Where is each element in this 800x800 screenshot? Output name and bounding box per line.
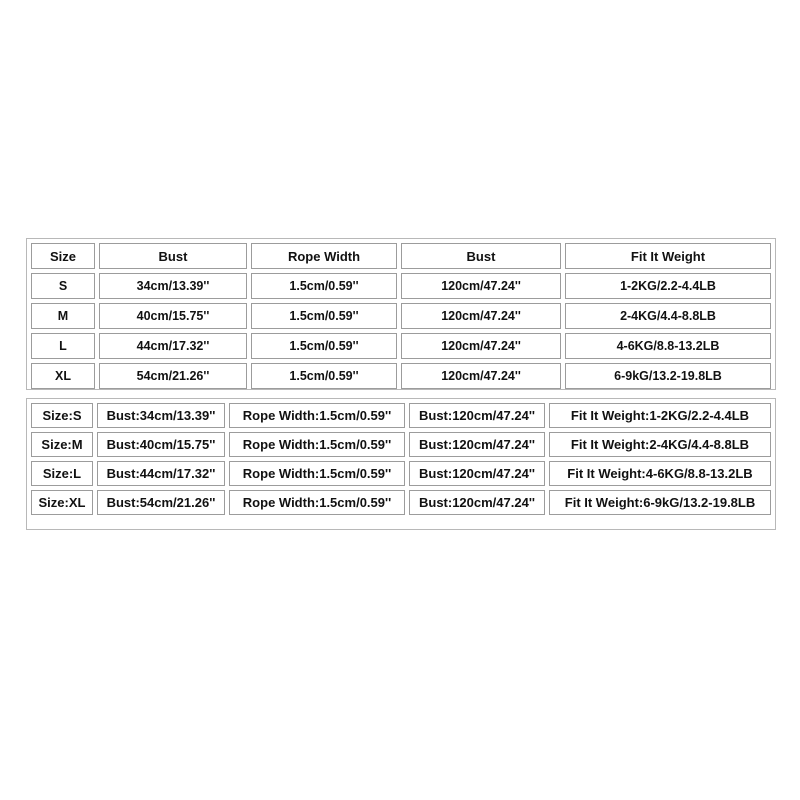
table-cell: Bust:34cm/13.39'' <box>97 403 225 428</box>
table-cell: Bust:120cm/47.24'' <box>409 432 545 457</box>
header-cell: Size <box>31 243 95 269</box>
table-cell: XL <box>31 363 95 389</box>
table-cell: Fit It Weight:4-6KG/8.8-13.2LB <box>549 461 771 486</box>
table-cell: Size:XL <box>31 490 93 515</box>
table-cell: 120cm/47.24'' <box>401 363 561 389</box>
table-cell: Rope Width:1.5cm/0.59'' <box>229 490 405 515</box>
table-row <box>31 273 771 299</box>
table-cell: 120cm/47.24'' <box>401 333 561 359</box>
table-cell: 1.5cm/0.59'' <box>251 273 397 299</box>
table-cell: 40cm/15.75'' <box>99 303 247 329</box>
table-row <box>31 333 771 359</box>
table-cell: 1.5cm/0.59'' <box>251 363 397 389</box>
table-cell: M <box>31 303 95 329</box>
table-cell: Size:S <box>31 403 93 428</box>
table-row <box>31 432 771 457</box>
table-cell: L <box>31 333 95 359</box>
table-header-row <box>31 243 771 269</box>
table-cell: Fit It Weight:6-9kG/13.2-19.8LB <box>549 490 771 515</box>
table-cell: Rope Width:1.5cm/0.59'' <box>229 461 405 486</box>
table-cell: 44cm/17.32'' <box>99 333 247 359</box>
table-row <box>31 490 771 515</box>
table-cell: 4-6KG/8.8-13.2LB <box>565 333 771 359</box>
table-cell: Bust:54cm/21.26'' <box>97 490 225 515</box>
table-cell: Fit It Weight:2-4KG/4.4-8.8LB <box>549 432 771 457</box>
table-cell: 34cm/13.39'' <box>99 273 247 299</box>
table-cell: Bust:120cm/47.24'' <box>409 403 545 428</box>
table-row <box>31 403 771 428</box>
table-cell: Rope Width:1.5cm/0.59'' <box>229 432 405 457</box>
table-cell: 120cm/47.24'' <box>401 303 561 329</box>
table-cell: 120cm/47.24'' <box>401 273 561 299</box>
table-cell: 6-9kG/13.2-19.8LB <box>565 363 771 389</box>
header-cell: Fit It Weight <box>565 243 771 269</box>
size-chart-table-1 <box>26 238 776 390</box>
table-cell: Bust:120cm/47.24'' <box>409 461 545 486</box>
table-cell: S <box>31 273 95 299</box>
table-cell: 1-2KG/2.2-4.4LB <box>565 273 771 299</box>
table-cell: Bust:120cm/47.24'' <box>409 490 545 515</box>
table-row <box>31 461 771 486</box>
header-cell: Rope Width <box>251 243 397 269</box>
table-cell: Bust:44cm/17.32'' <box>97 461 225 486</box>
table-cell: Size:L <box>31 461 93 486</box>
table-cell: 1.5cm/0.59'' <box>251 303 397 329</box>
size-chart-table-2 <box>26 398 776 530</box>
table-cell: 2-4KG/4.4-8.8LB <box>565 303 771 329</box>
table-cell: Fit It Weight:1-2KG/2.2-4.4LB <box>549 403 771 428</box>
table-cell: 1.5cm/0.59'' <box>251 333 397 359</box>
table-row <box>31 363 771 389</box>
table-cell: Size:M <box>31 432 93 457</box>
table-cell: 54cm/21.26'' <box>99 363 247 389</box>
table-row <box>31 303 771 329</box>
table-cell: Bust:40cm/15.75'' <box>97 432 225 457</box>
table-cell: Rope Width:1.5cm/0.59'' <box>229 403 405 428</box>
header-cell: Bust <box>99 243 247 269</box>
header-cell: Bust <box>401 243 561 269</box>
